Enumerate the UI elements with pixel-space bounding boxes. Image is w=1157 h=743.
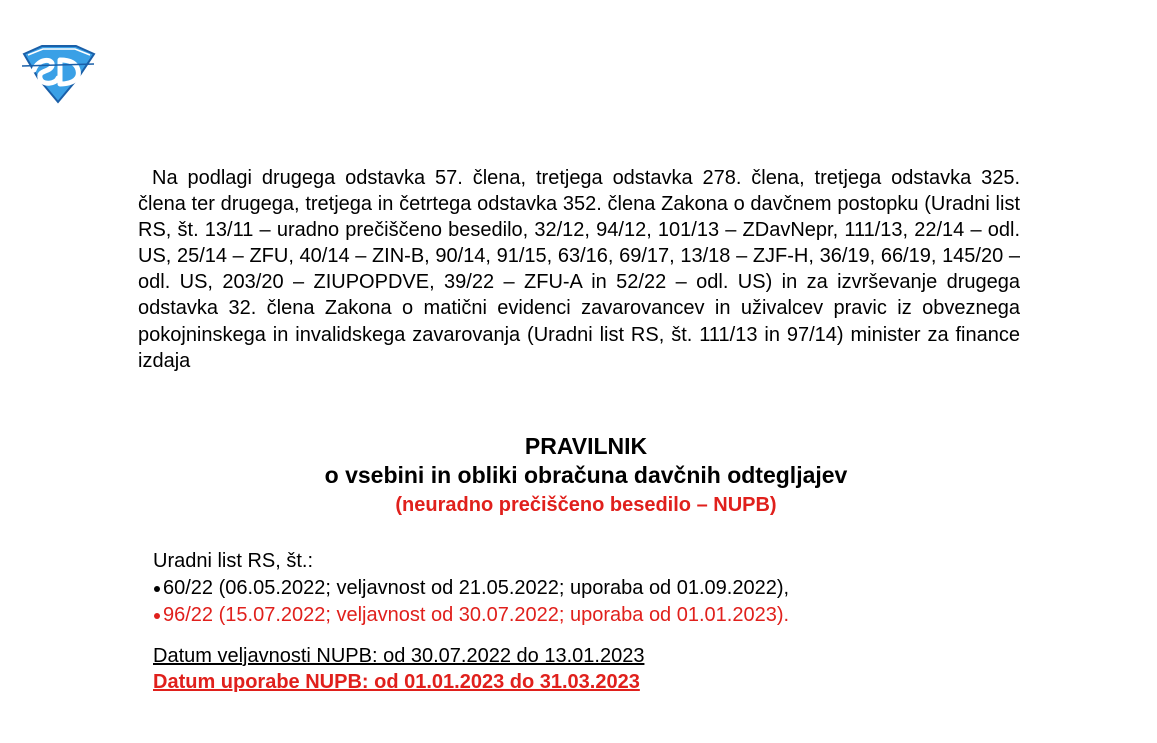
document-subtitle: o vsebini in obliki obračuna davčnih odtegljajev — [324, 462, 848, 488]
sd-shield-logo-icon — [20, 44, 96, 106]
document-title: PRAVILNIK — [524, 433, 648, 459]
validity-block — [153, 643, 644, 695]
document-note: (neuradno prečiščeno besedilo – NUPB) — [395, 494, 777, 516]
gazette-item — [153, 575, 789, 602]
application-date: Datum uporabe NUPB: od 01.01.2023 do 31.03.2023 — [153, 671, 640, 693]
intro-paragraph: Na podlagi drugega odstavka 57. člena, tretjega odstavka 278. člena, tretjega odstavka 325. člena ter drugega, tretjega in četrtega odstavka 352. člena Zakona o davčnem postopku (Uradni list RS, št. 13/11 – uradno prečiščeno besedilo, 32/12, 94/12, 101/13 – ZDavNepr, 111/13, 22/14 – odl. US, 25/14 – ZFU, 40/14 – ZIN-B, 90/14, 91/15, 63/16, 69/17, 13/18 – ZJF-H, 36/19, 66/19, 145/20 – odl. US, 203/20 – ZIUPOPDVE, 39/22 – ZFU-A in 52/22 – odl. US) in za izvrševanje drugega odstavka 32. člena Zakona o matični evidenci zavarovancev in uživalcev pravic iz obveznega pokojninskega in invalidskega zavarovanja (Uradni list RS, št. 111/13 in 97/14) minister za finance izdaja — [138, 167, 1020, 372]
gazette-item-text: 60/22 (06.05.2022; veljavnost od 21.05.2022; uporaba od 01.09.2022), — [163, 577, 790, 599]
validity-date: Datum veljavnosti NUPB: od 30.07.2022 do 13.01.2023 — [153, 645, 645, 667]
title-block — [138, 432, 1034, 517]
logo — [20, 44, 96, 106]
bullet-icon — [154, 586, 160, 592]
gazette-references — [153, 548, 789, 629]
bullet-icon — [154, 613, 160, 619]
gazette-item — [153, 602, 789, 629]
gazette-item-text: 96/22 (15.07.2022; veljavnost od 30.07.2022; uporaba od 01.01.2023). — [163, 604, 790, 626]
gazette-label: Uradni list RS, št.: — [153, 550, 314, 572]
